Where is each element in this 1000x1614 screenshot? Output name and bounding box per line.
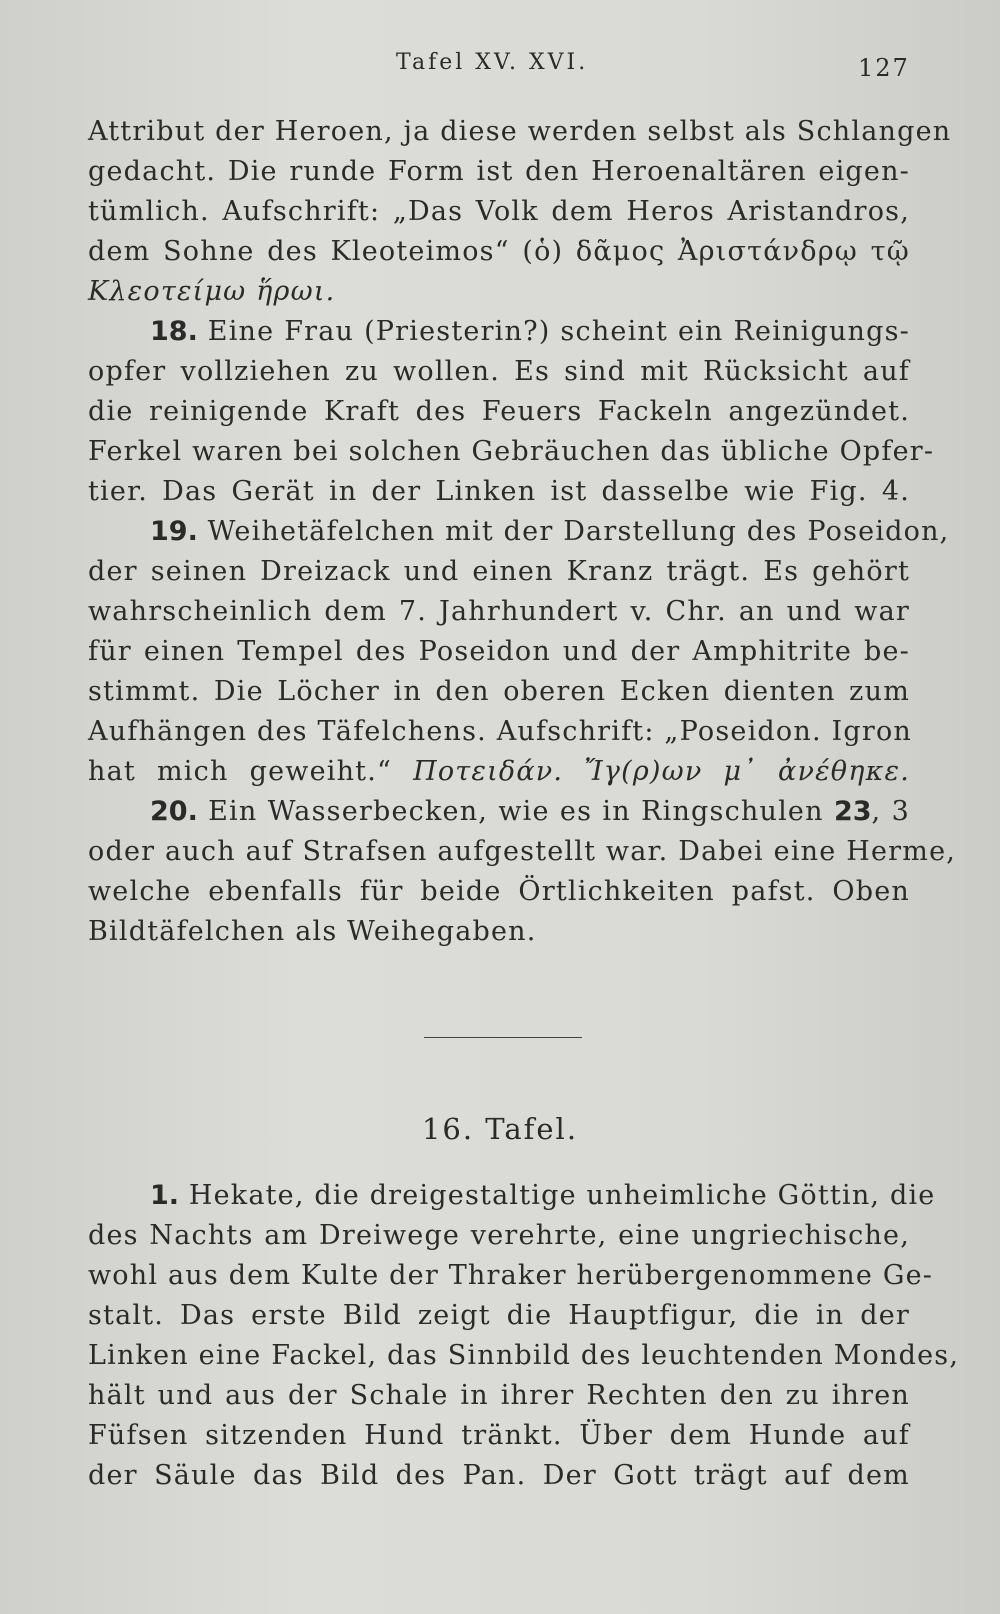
text-span: Hekate, die dreigestaltige unheimliche Göttin, die [188, 1180, 936, 1211]
text-line: opfer vollziehen zu wollen. Es sind mit Rücksicht auf [88, 356, 910, 387]
text-line-with-greek [88, 752, 910, 792]
item-number-18: 18. [150, 316, 198, 347]
page-number: 127 [858, 54, 910, 82]
text-line: Attribut der Heroen, ja diese werden selbst als Schlangen [88, 116, 952, 147]
text-span: Eine Frau (Priesterin?) scheint ein Reinigungs- [207, 316, 910, 347]
text-line: für einen Tempel des Poseidon und der Amphitrite be- [88, 636, 910, 667]
text-line: die reinigende Kraft des Feuers Fackeln angezündet. [88, 396, 910, 427]
text-block-tafel-16 [88, 1176, 960, 1496]
text-span: hat mich geweiht.“ [88, 756, 393, 787]
item-number-20: 20. [150, 796, 198, 827]
text-line: gedacht. Die runde Form ist den Heroenaltären eigen- [88, 156, 910, 187]
item-number-19: 19. [150, 516, 198, 547]
text-line: Füfsen sitzenden Hund tränkt. Über dem Hunde auf [88, 1420, 910, 1451]
greek-inscription-line: Κλεοτείμω ἥρωι. [88, 276, 336, 307]
text-block-tafel-15 [88, 112, 957, 952]
running-header [0, 50, 1000, 80]
greek-inscription: Ποτειδάν. Ἴγ(ρ)ων μ᾽ ἀνέθηκε. [413, 756, 910, 787]
text-line: tier. Das Gerät in der Linken ist dasselbe wie Fig. 4. [88, 476, 910, 507]
text-line: Linken eine Fackel, das Sinnbild des leuchtenden Mondes, [88, 1340, 960, 1371]
plate-reference: 23 [833, 796, 872, 827]
text-line: stimmt. Die Löcher in den oberen Ecken dienten zum [88, 676, 910, 707]
text-line: stalt. Das erste Bild zeigt die Hauptfigur, die in der [88, 1300, 910, 1331]
text-line: Aufhängen des Täfelchens. Aufschrift: „Poseidon. Igron [88, 716, 913, 747]
item-number-1: 1. [150, 1180, 180, 1211]
text-line: der seinen Dreizack und einen Kranz trägt. Es gehört [88, 556, 910, 587]
section-heading: 16. Tafel. [421, 1112, 579, 1146]
text-line: Bildtäfelchen als Weihegaben. [88, 916, 537, 947]
text-line: des Nachts am Dreiwege verehrte, eine ungriechische, [88, 1220, 910, 1251]
text-line: welche ebenfalls für beide Örtlichkeiten pafst. Oben [88, 876, 910, 907]
item-18-first-line [88, 312, 910, 352]
text-line: der Säule das Bild des Pan. Der Gott trägt auf dem [88, 1460, 910, 1491]
text-line: tümlich. Aufschrift: „Das Volk dem Heros Aristandros, [88, 196, 910, 227]
text-span: Weihetäfelchen mit der Darstellung des Poseidon, [207, 516, 950, 547]
text-line: hält und aus der Schale in ihrer Rechten den zu ihren [88, 1380, 910, 1411]
text-line: wohl aus dem Kulte der Thraker herübergenommene Ge- [88, 1260, 934, 1291]
item-1-first-line [88, 1176, 936, 1216]
text-span: , 3 [871, 796, 910, 827]
text-line: oder auch auf Strafsen aufgestellt war. Dabei eine Herme, [88, 836, 957, 867]
section-divider [424, 1037, 582, 1038]
text-span: Ein Wasserbecken, wie es in Ringschulen [208, 796, 824, 827]
text-line: dem Sohne des Kleoteimos“ (ὁ) δᾶμος Ἀριστάνδρῳ τῷ [88, 236, 910, 267]
item-19-first-line [88, 512, 950, 552]
item-20-first-line [88, 792, 910, 832]
running-title: Tafel XV. XVI. [396, 50, 589, 75]
text-line: wahrscheinlich dem 7. Jahrhundert v. Chr. an und war [88, 596, 910, 627]
text-line: Ferkel waren bei solchen Gebräuchen das übliche Opfer- [88, 436, 935, 467]
